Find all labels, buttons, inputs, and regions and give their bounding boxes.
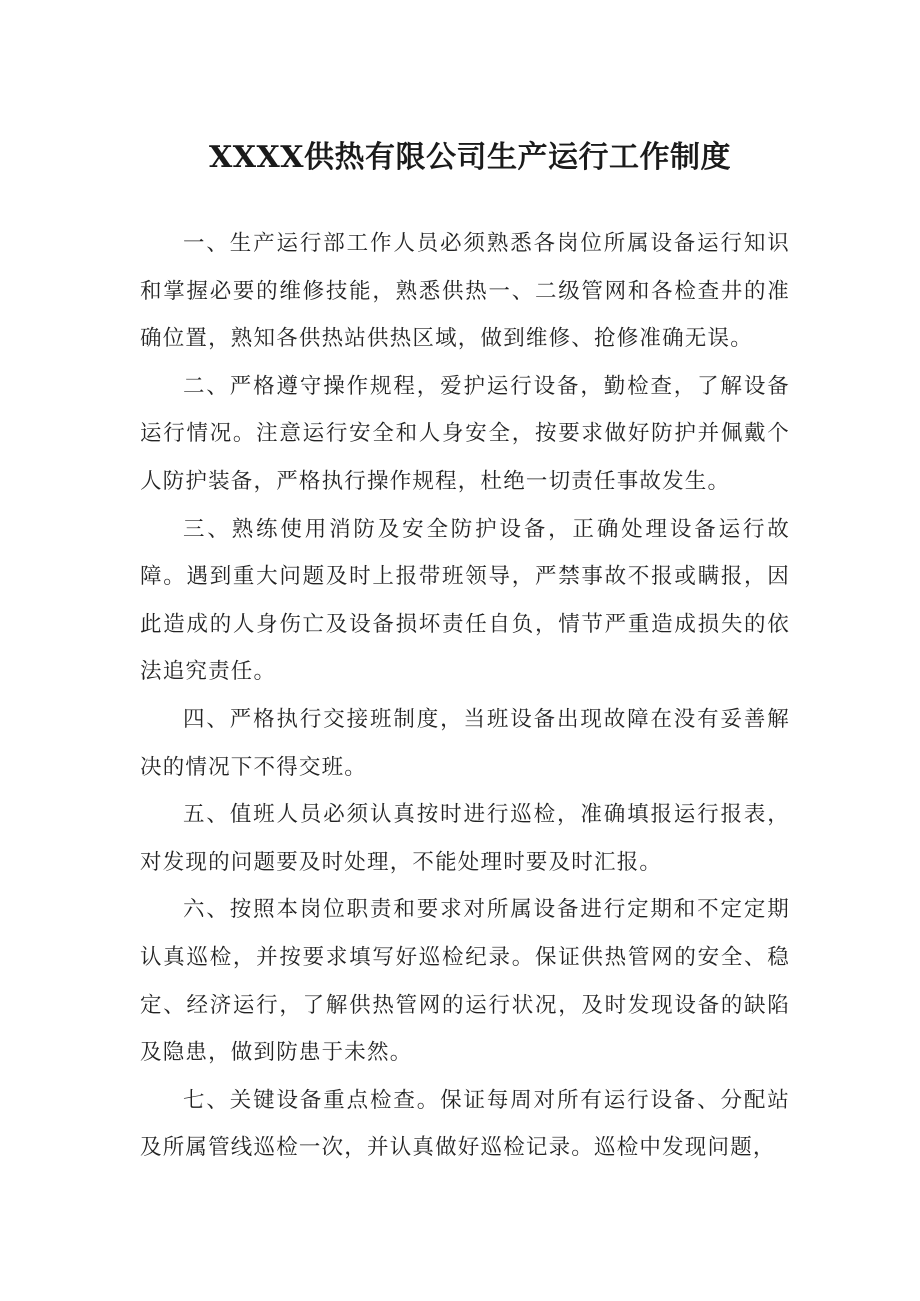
paragraph-4: 四、严格执行交接班制度，当班设备出现故障在没有妥善解决的情况下不得交班。 (140, 706, 790, 780)
document-body (140, 220, 790, 1172)
paragraph-7: 七、关键设备重点检查。保证每周对所有运行设备、分配站及所属管线巡检一次，并认真做好巡检记录。巡检中发现问题， (140, 1087, 790, 1161)
document-title: XXXX供热有限公司生产运行工作制度 (208, 140, 732, 176)
paragraph-1: 一、生产运行部工作人员必须熟悉各岗位所属设备运行知识和掌握必要的维修技能，熟悉供热一、二级管网和各检查井的准确位置，熟知各供热站供热区域，做到维修、抢修准确无误。 (140, 231, 790, 352)
paragraph-6: 六、按照本岗位职责和要求对所属设备进行定期和不定定期认真巡检，并按要求填写好巡检纪录。保证供热管网的安全、稳定、经济运行，了解供热管网的运行状况，及时发现设备的缺陷及隐患，做到防患于未然。 (140, 897, 790, 1066)
paragraph-2: 二、严格遵守操作规程，爱护运行设备，勤检查，了解设备运行情况。注意运行安全和人身安全，按要求做好防护并佩戴个人防护装备，严格执行操作规程，杜绝一切责任事故发生。 (140, 373, 790, 494)
paragraph-5: 五、值班人员必须认真按时进行巡检，准确填报运行报表，对发现的问题要及时处理，不能处理时要及时汇报。 (140, 802, 790, 875)
paragraph-3: 三、熟练使用消防及安全防护设备，正确处理设备运行故障。遇到重大问题及时上报带班领导，严禁事故不报或瞒报，因此造成的人身伤亡及设备损坏责任自负，情节严重造成损失的依法追究责任。 (140, 516, 790, 685)
